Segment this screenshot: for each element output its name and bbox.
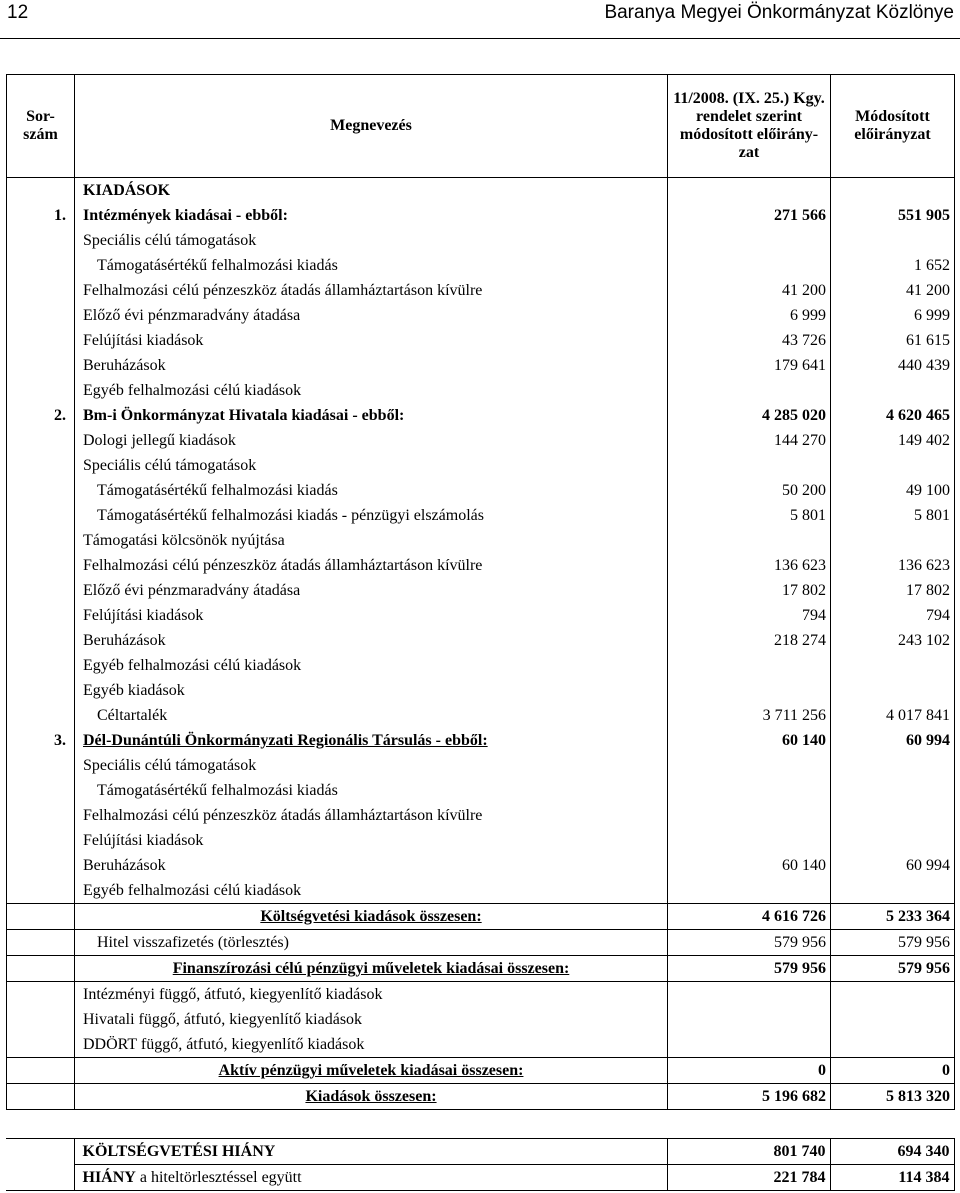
table-row bbox=[7, 403, 955, 428]
table-row bbox=[7, 553, 955, 578]
row-value-modified: 440 439 bbox=[831, 353, 955, 378]
row-name: Beruházások bbox=[75, 628, 668, 653]
row-name: Speciális célú támogatások bbox=[75, 753, 668, 778]
row-name: Hivatali függő, átfutó, kiegyenlítő kiadások bbox=[75, 1007, 668, 1032]
table-row bbox=[7, 930, 955, 956]
row-name: Aktív pénzügyi műveletek kiadásai összesen: bbox=[75, 1058, 668, 1084]
row-value-modified bbox=[831, 982, 955, 1008]
table-row bbox=[7, 878, 955, 904]
row-number bbox=[7, 1084, 75, 1110]
row-name: Támogatásértékű felhalmozási kiadás bbox=[75, 478, 668, 503]
table-row bbox=[7, 1032, 955, 1058]
table-row bbox=[7, 703, 955, 728]
row-value-modified bbox=[831, 1007, 955, 1032]
row-value-original: 0 bbox=[668, 1058, 831, 1084]
row-name: Előző évi pénzmaradvány átadása bbox=[75, 578, 668, 603]
deficit-value-original: 221 784 bbox=[667, 1165, 830, 1191]
table-row bbox=[7, 528, 955, 553]
row-number bbox=[7, 178, 75, 204]
row-value-modified: 136 623 bbox=[831, 553, 955, 578]
row-name: Előző évi pénzmaradvány átadása bbox=[75, 303, 668, 328]
row-number bbox=[7, 753, 75, 778]
row-value-original bbox=[668, 778, 831, 803]
deficit-label-rest: a hiteltörlesztéssel együtt bbox=[135, 1169, 302, 1186]
row-value-original bbox=[668, 982, 831, 1008]
table-row bbox=[7, 1084, 955, 1110]
row-number bbox=[7, 853, 75, 878]
row-number bbox=[7, 803, 75, 828]
table-row bbox=[7, 653, 955, 678]
row-value-modified: 6 999 bbox=[831, 303, 955, 328]
row-number bbox=[7, 930, 75, 956]
row-number bbox=[7, 303, 75, 328]
row-value-original: 60 140 bbox=[668, 728, 831, 753]
row-value-original bbox=[668, 1007, 831, 1032]
row-name: KIADÁSOK bbox=[75, 178, 668, 204]
row-value-modified bbox=[831, 678, 955, 703]
page-header bbox=[0, 0, 960, 39]
row-value-modified: 0 bbox=[831, 1058, 955, 1084]
row-number bbox=[7, 578, 75, 603]
row-number bbox=[7, 703, 75, 728]
row-name: Felújítási kiadások bbox=[75, 328, 668, 353]
row-value-original: 271 566 bbox=[668, 203, 831, 228]
row-value-original bbox=[668, 178, 831, 204]
row-number bbox=[7, 678, 75, 703]
row-value-modified bbox=[831, 378, 955, 403]
row-number bbox=[7, 253, 75, 278]
deficit-value-modified: 114 384 bbox=[830, 1165, 954, 1191]
row-value-original bbox=[668, 678, 831, 703]
row-value-modified: 794 bbox=[831, 603, 955, 628]
row-value-original: 41 200 bbox=[668, 278, 831, 303]
deficit-label bbox=[74, 1165, 667, 1191]
row-value-original: 218 274 bbox=[668, 628, 831, 653]
row-number: 2. bbox=[7, 403, 75, 428]
row-value-modified: 61 615 bbox=[831, 328, 955, 353]
row-value-modified: 579 956 bbox=[831, 930, 955, 956]
deficit-blank-cell bbox=[6, 1165, 74, 1191]
row-value-original: 136 623 bbox=[668, 553, 831, 578]
row-value-modified bbox=[831, 803, 955, 828]
row-value-modified: 1 652 bbox=[831, 253, 955, 278]
row-name: Támogatásértékű felhalmozási kiadás bbox=[75, 253, 668, 278]
row-value-original: 144 270 bbox=[668, 428, 831, 453]
row-number bbox=[7, 603, 75, 628]
row-number bbox=[7, 904, 75, 930]
row-value-modified: 4 620 465 bbox=[831, 403, 955, 428]
row-value-original: 3 711 256 bbox=[668, 703, 831, 728]
row-number bbox=[7, 628, 75, 653]
table-row bbox=[7, 478, 955, 503]
deficit-table bbox=[6, 1138, 955, 1191]
row-value-modified: 60 994 bbox=[831, 853, 955, 878]
row-name: Támogatásértékű felhalmozási kiadás bbox=[75, 778, 668, 803]
row-number bbox=[7, 553, 75, 578]
row-name: Egyéb kiadások bbox=[75, 678, 668, 703]
row-name: Felújítási kiadások bbox=[75, 603, 668, 628]
row-value-original: 4 285 020 bbox=[668, 403, 831, 428]
row-name: DDÖRT függő, átfutó, kiegyenlítő kiadások bbox=[75, 1032, 668, 1058]
row-name: Hitel visszafizetés (törlesztés) bbox=[75, 930, 668, 956]
row-value-modified bbox=[831, 878, 955, 904]
table-row bbox=[7, 1058, 955, 1084]
row-value-modified bbox=[831, 653, 955, 678]
row-value-original: 579 956 bbox=[668, 930, 831, 956]
table-row bbox=[7, 328, 955, 353]
table-row bbox=[7, 904, 955, 930]
table-row bbox=[7, 228, 955, 253]
row-value-original: 50 200 bbox=[668, 478, 831, 503]
row-value-modified: 551 905 bbox=[831, 203, 955, 228]
header-name: Megnevezés bbox=[75, 75, 668, 178]
deficit-label bbox=[74, 1139, 667, 1165]
row-name: Finanszírozási célú pénzügyi műveletek kiadásai összesen: bbox=[75, 956, 668, 982]
table-header bbox=[7, 75, 955, 178]
row-name: Beruházások bbox=[75, 353, 668, 378]
row-name: Bm-i Önkormányzat Hivatala kiadásai - ebből: bbox=[75, 403, 668, 428]
row-value-original: 579 956 bbox=[668, 956, 831, 982]
row-name: Intézményi függő, átfutó, kiegyenlítő kiadások bbox=[75, 982, 668, 1008]
table-body bbox=[7, 178, 955, 1110]
row-number bbox=[7, 828, 75, 853]
row-value-original: 5 801 bbox=[668, 503, 831, 528]
row-number bbox=[7, 278, 75, 303]
row-name: Felhalmozási célú pénzeszköz átadás államháztartáson kívülre bbox=[75, 278, 668, 303]
table-row bbox=[7, 1007, 955, 1032]
row-value-modified bbox=[831, 828, 955, 853]
row-number bbox=[7, 428, 75, 453]
table-row bbox=[7, 278, 955, 303]
row-value-original bbox=[668, 753, 831, 778]
row-value-original bbox=[668, 803, 831, 828]
row-name: Felhalmozási célú pénzeszköz átadás államháztartáson kívülre bbox=[75, 553, 668, 578]
row-name: Egyéb felhalmozási célú kiadások bbox=[75, 653, 668, 678]
page-number: 12 bbox=[7, 2, 29, 23]
row-value-original: 4 616 726 bbox=[668, 904, 831, 930]
row-value-original: 794 bbox=[668, 603, 831, 628]
table-row bbox=[7, 982, 955, 1008]
deficit-row bbox=[6, 1165, 954, 1191]
table-row bbox=[7, 628, 955, 653]
row-number bbox=[7, 1058, 75, 1084]
row-number bbox=[7, 503, 75, 528]
row-number: 3. bbox=[7, 728, 75, 753]
row-number bbox=[7, 353, 75, 378]
header-sorszam: Sor- szám bbox=[7, 75, 75, 178]
table-row bbox=[7, 178, 955, 204]
row-number bbox=[7, 1007, 75, 1032]
deficit-label-bold: KÖLTSÉGVETÉSI HIÁNY bbox=[82, 1143, 276, 1160]
row-value-modified: 41 200 bbox=[831, 278, 955, 303]
row-value-modified: 4 017 841 bbox=[831, 703, 955, 728]
table-row bbox=[7, 503, 955, 528]
row-value-modified bbox=[831, 453, 955, 478]
row-value-modified bbox=[831, 1032, 955, 1058]
row-number bbox=[7, 982, 75, 1008]
table-row bbox=[7, 753, 955, 778]
header-modified: Módosított előirányzat bbox=[831, 75, 955, 178]
row-value-modified bbox=[831, 528, 955, 553]
row-value-modified: 49 100 bbox=[831, 478, 955, 503]
table-row bbox=[7, 803, 955, 828]
table-row bbox=[7, 853, 955, 878]
row-number bbox=[7, 328, 75, 353]
row-number: 1. bbox=[7, 203, 75, 228]
row-value-modified: 17 802 bbox=[831, 578, 955, 603]
row-value-original: 5 196 682 bbox=[668, 1084, 831, 1110]
row-value-modified: 60 994 bbox=[831, 728, 955, 753]
row-number bbox=[7, 1032, 75, 1058]
row-value-original bbox=[668, 378, 831, 403]
row-name: Egyéb felhalmozási célú kiadások bbox=[75, 378, 668, 403]
row-number bbox=[7, 528, 75, 553]
row-number bbox=[7, 478, 75, 503]
row-value-modified bbox=[831, 228, 955, 253]
deficit-blank-cell bbox=[6, 1139, 74, 1165]
row-value-modified: 5 233 364 bbox=[831, 904, 955, 930]
row-value-original: 17 802 bbox=[668, 578, 831, 603]
row-value-original bbox=[668, 228, 831, 253]
row-number bbox=[7, 378, 75, 403]
row-name: Kiadások összesen: bbox=[75, 1084, 668, 1110]
row-name: Támogatásértékű felhalmozási kiadás - pénzügyi elszámolás bbox=[75, 503, 668, 528]
row-value-modified: 243 102 bbox=[831, 628, 955, 653]
header-original: 11/2008. (IX. 25.) Kgy. rendelet szerint módosított előirány-zat bbox=[668, 75, 831, 178]
row-name: Támogatási kölcsönök nyújtása bbox=[75, 528, 668, 553]
row-value-original bbox=[668, 878, 831, 904]
row-value-original: 60 140 bbox=[668, 853, 831, 878]
row-number bbox=[7, 778, 75, 803]
table-row bbox=[7, 828, 955, 853]
row-name: Dél-Dunántúli Önkormányzati Regionális Társulás - ebből: bbox=[75, 728, 668, 753]
table-row bbox=[7, 253, 955, 278]
row-value-original bbox=[668, 528, 831, 553]
row-value-original: 6 999 bbox=[668, 303, 831, 328]
table-row bbox=[7, 603, 955, 628]
row-value-modified: 5 801 bbox=[831, 503, 955, 528]
row-name: Felhalmozási célú pénzeszköz átadás államháztartáson kívülre bbox=[75, 803, 668, 828]
table-row bbox=[7, 956, 955, 982]
row-number bbox=[7, 956, 75, 982]
row-value-modified bbox=[831, 778, 955, 803]
deficit-value-original: 801 740 bbox=[667, 1139, 830, 1165]
row-value-original bbox=[668, 253, 831, 278]
row-number bbox=[7, 878, 75, 904]
row-name: Speciális célú támogatások bbox=[75, 228, 668, 253]
table-row bbox=[7, 203, 955, 228]
row-value-modified: 579 956 bbox=[831, 956, 955, 982]
deficit-body bbox=[6, 1139, 954, 1191]
row-name: Dologi jellegű kiadások bbox=[75, 428, 668, 453]
row-number bbox=[7, 453, 75, 478]
deficit-row bbox=[6, 1139, 954, 1165]
row-value-original: 43 726 bbox=[668, 328, 831, 353]
row-value-modified bbox=[831, 178, 955, 204]
table-row bbox=[7, 578, 955, 603]
table-row bbox=[7, 728, 955, 753]
row-name: Egyéb felhalmozási célú kiadások bbox=[75, 878, 668, 904]
row-name: Beruházások bbox=[75, 853, 668, 878]
row-value-original bbox=[668, 453, 831, 478]
table-row bbox=[7, 778, 955, 803]
row-value-modified: 5 813 320 bbox=[831, 1084, 955, 1110]
row-value-modified: 149 402 bbox=[831, 428, 955, 453]
row-number bbox=[7, 228, 75, 253]
row-name: Intézmények kiadásai - ebből: bbox=[75, 203, 668, 228]
row-name: Felújítási kiadások bbox=[75, 828, 668, 853]
row-value-original bbox=[668, 828, 831, 853]
deficit-value-modified: 694 340 bbox=[830, 1139, 954, 1165]
table-row bbox=[7, 428, 955, 453]
table-row bbox=[7, 303, 955, 328]
row-name: Céltartalék bbox=[75, 703, 668, 728]
table-row bbox=[7, 353, 955, 378]
row-number bbox=[7, 653, 75, 678]
row-value-original bbox=[668, 653, 831, 678]
table-row bbox=[7, 378, 955, 403]
table-row bbox=[7, 453, 955, 478]
row-name: Költségvetési kiadások összesen: bbox=[75, 904, 668, 930]
deficit-label-bold: HIÁNY bbox=[82, 1169, 136, 1186]
publication-title: Baranya Megyei Önkormányzat Közlönye bbox=[604, 2, 954, 23]
row-value-original bbox=[668, 1032, 831, 1058]
table-row bbox=[7, 678, 955, 703]
row-value-modified bbox=[831, 753, 955, 778]
expenses-table bbox=[6, 74, 955, 1110]
row-name: Speciális célú támogatások bbox=[75, 453, 668, 478]
row-value-original: 179 641 bbox=[668, 353, 831, 378]
